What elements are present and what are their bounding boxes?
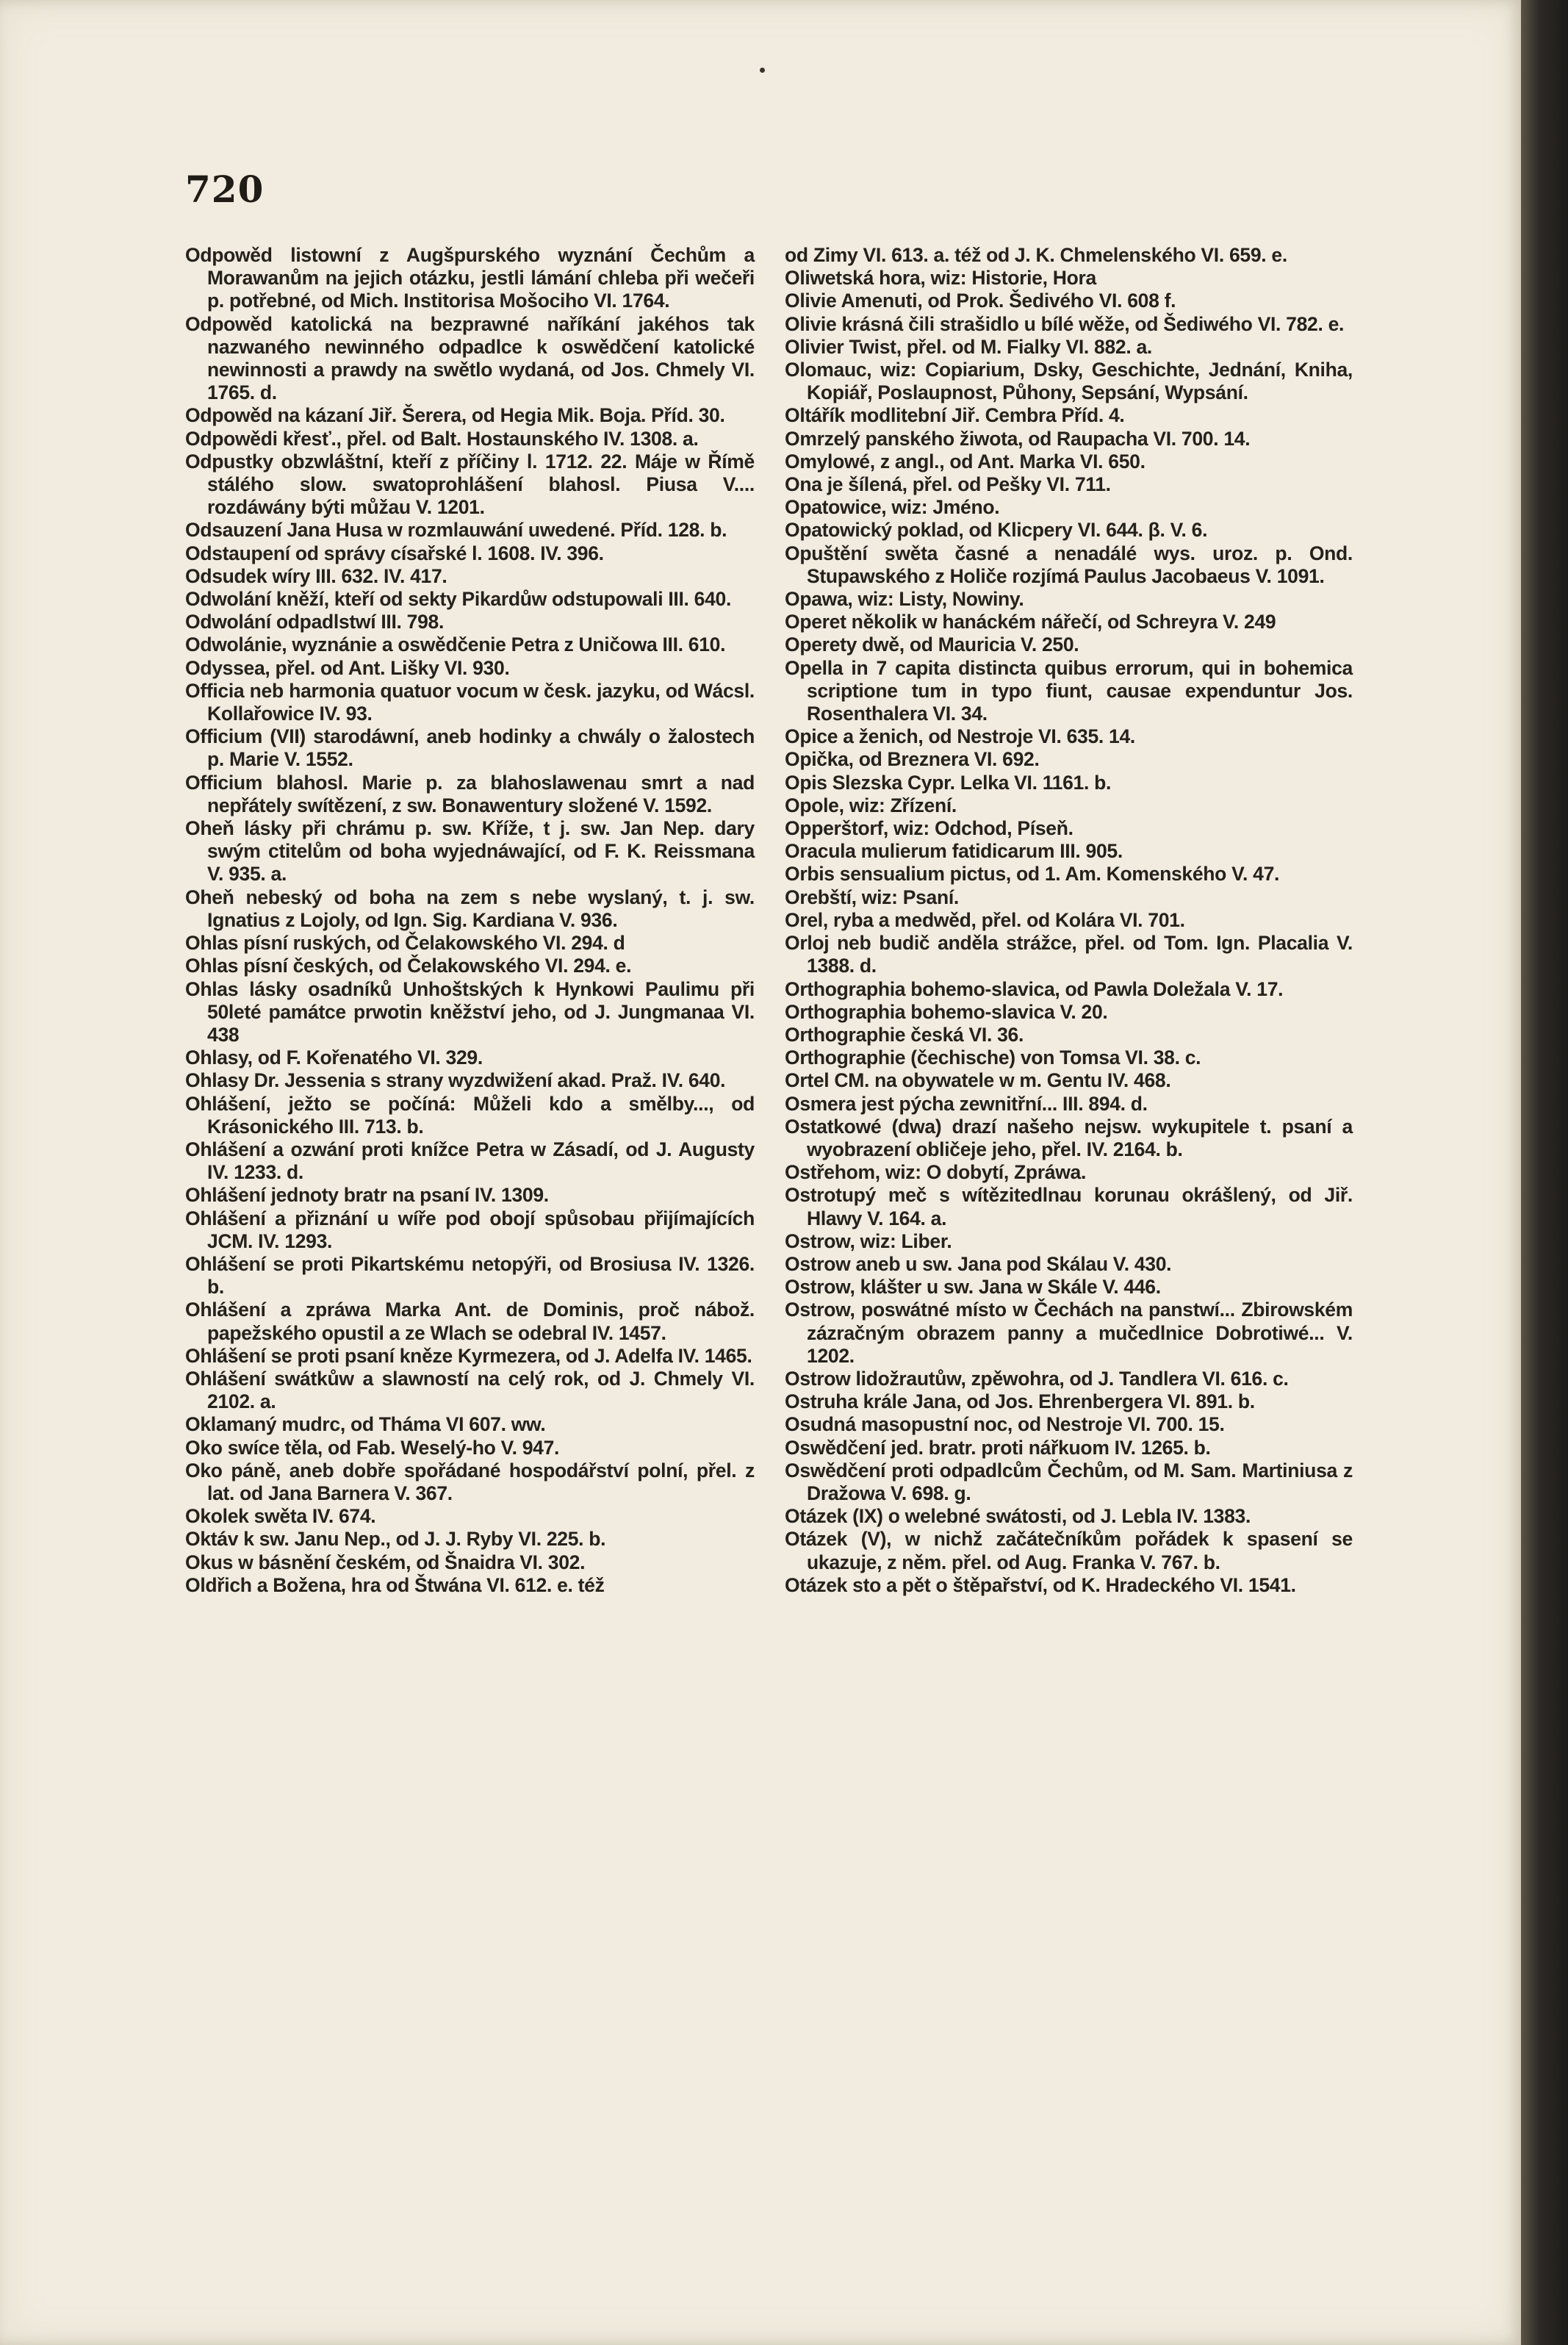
index-entry: Okus w básnění českém, od Šnaidra VI. 302. xyxy=(185,1551,586,1573)
index-entry: Orebští, wiz: Psaní. xyxy=(785,886,959,908)
page-number: 720 xyxy=(185,168,265,211)
index-entry: Officium (VII) starodáwní, aneb hodinky a chwály o žalostech p. Marie V. 1552. xyxy=(185,725,755,771)
index-entry: Oko páně, aneb dobře spořádané hospodářství polní, přel. z lat. od Jana Barnera V. 367. xyxy=(185,1459,755,1504)
index-entry: Odpowědi křesť., přel. od Balt. Hostaunského IV. 1308. a. xyxy=(185,427,699,450)
index-entry: Olivier Twist, přel. od M. Fialky VI. 882. a. xyxy=(785,335,1152,358)
index-entry: Odstaupení od správy císařské l. 1608. IV. 396. xyxy=(185,542,604,564)
index-entry: Odpowěd na kázaní Jiř. Šerera, od Hegia Mik. Boja. Příd. 30. xyxy=(185,404,725,427)
index-entry: Ohlášení se proti psaní kněze Kyrmezera, od J. Adelfa IV. 1465. xyxy=(185,1344,752,1367)
index-entry: Odwolání odpadlstwí III. 798. xyxy=(185,611,445,633)
index-entry: Opička, od Breznera VI. 692. xyxy=(785,748,1040,771)
ink-speck xyxy=(760,68,765,73)
index-entry: Ostrow, wiz: Liber. xyxy=(785,1229,952,1252)
index-entry: Ohlášení a ozwání proti knížce Petra w Zásadí, od J. Augusty IV. 1233. d. xyxy=(185,1138,755,1184)
index-entry: Ohlasy, od F. Kořenatého VI. 329. xyxy=(185,1046,483,1069)
index-entry: Olivie Amenuti, od Prok. Šedivého VI. 608 f. xyxy=(785,290,1176,312)
index-entry: Opatowice, wiz: Jméno. xyxy=(785,496,1000,519)
index-entry: Omylowé, z angl., od Ant. Marka VI. 650. xyxy=(785,450,1146,473)
index-entry: Ohlášení a zpráwa Marka Ant. de Dominis, proč nábož. papežského opustil a ze Wlach se odebral IV. 1457. xyxy=(185,1299,755,1344)
index-entry: Oheň lásky při chrámu p. sw. Kříže, t j. sw. Jan Nep. dary swým ctitelům od boha wyjednáwající, od F. K. Reissmana V. 935. a. xyxy=(185,817,755,886)
index-entry: Ohlasy Dr. Jessenia s strany wyzdwižení akad. Praž. IV. 640. xyxy=(185,1069,726,1092)
index-entry: Omrzelý panského žiwota, od Raupacha VI. 700. 14. xyxy=(785,427,1251,450)
index-entry: Opawa, wiz: Listy, Nowiny. xyxy=(785,588,1024,611)
index-entry: Odwolání kněží, kteří od sekty Pikardůw odstupowali III. 640. xyxy=(185,588,732,611)
index-entry: Okolek swěta IV. 674. xyxy=(185,1505,376,1528)
index-entry: Opole, wiz: Zřízení. xyxy=(785,794,957,816)
index-entry: Orbis sensualium pictus, od 1. Am. Komenského V. 47. xyxy=(785,863,1280,886)
index-entry: Opice a ženich, od Nestroje VI. 635. 14. xyxy=(785,725,1135,748)
index-entry: Oltářík modlitební Jiř. Cembra Příd. 4. xyxy=(785,404,1125,427)
index-entry: Ostrow, klášter u sw. Jana w Skále V. 446. xyxy=(785,1276,1161,1299)
index-entry: Ostrow, poswátné místo w Čechách na panstwí... Zbirowském zázračným obrazem panny a mučedlnice Dobrotiwé... V. 1202. xyxy=(785,1299,1353,1367)
index-entry: Odpustky obzwláštní, kteří z příčiny l. 1712. 22. Máje w Římě stálého slow. swatoprohlášení blahosl. Piusa V.... rozdáwány býti můžau V. 1201. xyxy=(185,450,755,519)
index-column-right xyxy=(785,244,1353,1597)
index-entry: Ostřehom, wiz: O dobytí, Zpráwa. xyxy=(785,1161,1087,1184)
index-entry: Opis Slezska Cypr. Lelka VI. 1161. b. xyxy=(785,771,1112,794)
index-entry: Oliwetská hora, wiz: Historie, Hora xyxy=(785,267,1096,290)
index-entry: Ona je šílená, přel. od Pešky VI. 711. xyxy=(785,473,1111,496)
index-entry: Ohlas písní českých, od Čelakowského VI. 294. e. xyxy=(185,955,632,977)
index-entry: Oktáv k sw. Janu Nep., od J. J. Ryby VI. 225. b. xyxy=(185,1528,606,1551)
index-entry: Opella in 7 capita distincta quibus errorum, qui in bohemica scriptione tum in typo fiunt, causae expenduntur Jos. Rosenthalera VI. 34. xyxy=(785,656,1353,725)
index-entry: Oklamaný mudrc, od Tháma VI 607. ww. xyxy=(185,1413,546,1436)
index-entry: Orthographie (čechische) von Tomsa VI. 38. c. xyxy=(785,1046,1201,1069)
index-entry: Olivie krásná čili strašidlo u bílé wěže, od Šediwého VI. 782. e. xyxy=(785,312,1345,335)
index-entry: Orel, ryba a medwěd, přel. od Kolára VI. 701. xyxy=(785,908,1185,931)
index-entry: Officia neb harmonia quatuor vocum w česk. jazyku, od Wácsl. Kollařowice IV. 93. xyxy=(185,679,755,725)
index-entry: Ortel CM. na obywatele w m. Gentu IV. 468. xyxy=(785,1069,1171,1092)
index-entry: Oswědčení proti odpadlcům Čechům, od M. Sam. Martiniusa z Dražowa V. 698. g. xyxy=(785,1459,1353,1504)
index-column-left xyxy=(185,244,755,1597)
index-entry: Ohlášení se proti Pikartskému netopýři, od Brosiusa IV. 1326. b. xyxy=(185,1252,755,1299)
index-entry: Ohlas lásky osadníků Unhoštských k Hynkowi Paulimu při 50leté památce prwotin kněžství jeho, od J. Jungmanaa VI. 438 xyxy=(185,977,755,1046)
index-entry: Otázek (V), w nichž začátečníkům pořádek k spasení se ukazuje, z něm. přel. od Aug. Franka V. 767. b. xyxy=(785,1528,1353,1573)
index-entry: Odsauzení Jana Husa w rozmlauwání uwedené. Příd. 128. b. xyxy=(185,519,727,542)
index-entry: Ostatkowé (dwa) drazí našeho nejsw. wykupitele t. psaní a wyobrazení obličeje jeho, přel. IV. 2164. b. xyxy=(785,1115,1353,1160)
index-entry: od Zimy VI. 613. a. též od J. K. Chmelenského VI. 659. e. xyxy=(785,244,1287,266)
index-entry: Odpowěd listowní z Augšpurského wyznání Čechům a Morawanům na jejich otázku, jestli lámání chleba při wečeři p. potřebné, od Mich. Institorisa Mošociho VI. 1764. xyxy=(185,244,755,312)
index-entry: Oldřich a Božena, hra od Štwána VI. 612. e. též xyxy=(185,1573,605,1596)
index-entry: Oko swíce těla, od Fab. Weselý-ho V. 947. xyxy=(185,1436,560,1459)
index-entry: Odwolánie, wyznánie a oswědčenie Petra z Uničowa III. 610. xyxy=(185,633,726,656)
index-entry: Operety dwě, od Mauricia V. 250. xyxy=(785,633,1079,656)
index-entry: Ostruha krále Jana, od Jos. Ehrenbergera VI. 891. b. xyxy=(785,1390,1255,1413)
index-entry: Oswědčení jed. bratr. proti nářkuom IV. 1265. b. xyxy=(785,1436,1211,1459)
index-entry: Ostrow aneb u sw. Jana pod Skálau V. 430. xyxy=(785,1252,1172,1275)
index-entry: Ohlas písní ruských, od Čelakowského VI. 294. d xyxy=(185,932,625,955)
index-entry: Osudná masopustní noc, od Nestroje VI. 700. 15. xyxy=(785,1413,1225,1436)
index-entry: Orloj neb budič anděla strážce, přel. od Tom. Ign. Placalia V. 1388. d. xyxy=(785,932,1353,977)
book-edge xyxy=(1521,0,1568,2345)
index-entry: Opatowický poklad, od Klicpery VI. 644. β. V. 6. xyxy=(785,519,1208,542)
index-entry: Ostrotupý meč s wítězitedlnau korunau okrášlený, od Jiř. Hlawy V. 164. a. xyxy=(785,1184,1353,1229)
index-entry: Orthographie česká VI. 36. xyxy=(785,1023,1024,1046)
index-entry: Opperštorf, wiz: Odchod, Píseň. xyxy=(785,817,1073,840)
index-entry: Odsudek wíry III. 632. IV. 417. xyxy=(185,564,447,587)
index-entry: Olomauc, wiz: Copiarium, Dsky, Geschichte, Jednání, Kniha, Kopiář, Poslaupnost, Půhony, Sepsání, Wypsání. xyxy=(785,359,1353,404)
index-entry: Otázek (IX) o welebné swátosti, od J. Lebla IV. 1383. xyxy=(785,1505,1251,1528)
index-entry: Osmera jest pýcha zewnitřní... III. 894. d. xyxy=(785,1092,1148,1115)
index-entry: Orthographia bohemo-slavica V. 20. xyxy=(785,1000,1108,1023)
index-entry: Ostrow lidožrautůw, zpěwohra, od J. Tandlera VI. 616. c. xyxy=(785,1367,1289,1390)
index-entry: Odyssea, přel. od Ant. Lišky VI. 930. xyxy=(185,656,510,679)
index-entry: Opuštění swěta časné a nenadálé wys. uroz. p. Ond. Stupawského z Holiče rozjímá Paulus Jacobaeus V. 1091. xyxy=(785,542,1353,587)
index-entry: Officium blahosl. Marie p. za blahoslawenau smrt a nad nepřátely swítězení, z sw. Bonawentury složené V. 1592. xyxy=(185,771,755,816)
index-entry: Ohlášení jednoty bratr na psaní IV. 1309. xyxy=(185,1184,549,1207)
index-entry: Ohlášení, ježto se počíná: Můželi kdo a smělby..., od Krásonického III. 713. b. xyxy=(185,1092,755,1138)
index-entry: Ohlášení swátkůw a slawností na celý rok, od J. Chmely VI. 2102. a. xyxy=(185,1367,755,1413)
index-entry: Otázek sto a pět o štěpařství, od K. Hradeckého VI. 1541. xyxy=(785,1573,1296,1596)
index-entry: Operet několik w hanáckém nářečí, od Schreyra V. 249 xyxy=(785,611,1276,633)
index-entry: Orthographia bohemo-slavica, od Pawla Doležala V. 17. xyxy=(785,977,1284,1000)
index-entry: Oracula mulierum fatidicarum III. 905. xyxy=(785,840,1123,863)
index-entry: Oheň nebeský od boha na zem s nebe wyslaný, t. j. sw. Ignatius z Lojoly, od Ign. Sig. Kardiana V. 936. xyxy=(185,886,755,931)
index-entry: Odpowěd katolická na bezprawné naříkání jakéhos tak nazwaného newinného odpadlce k oswědčení katolické newinnosti a prawdy na swětlo wydaná, od Jos. Chmely VI. 1765. d. xyxy=(185,312,755,404)
index-entry: Ohlášení a přiznání u wíře pod obojí spůsobau přijímajících JCM. IV. 1293. xyxy=(185,1207,755,1252)
